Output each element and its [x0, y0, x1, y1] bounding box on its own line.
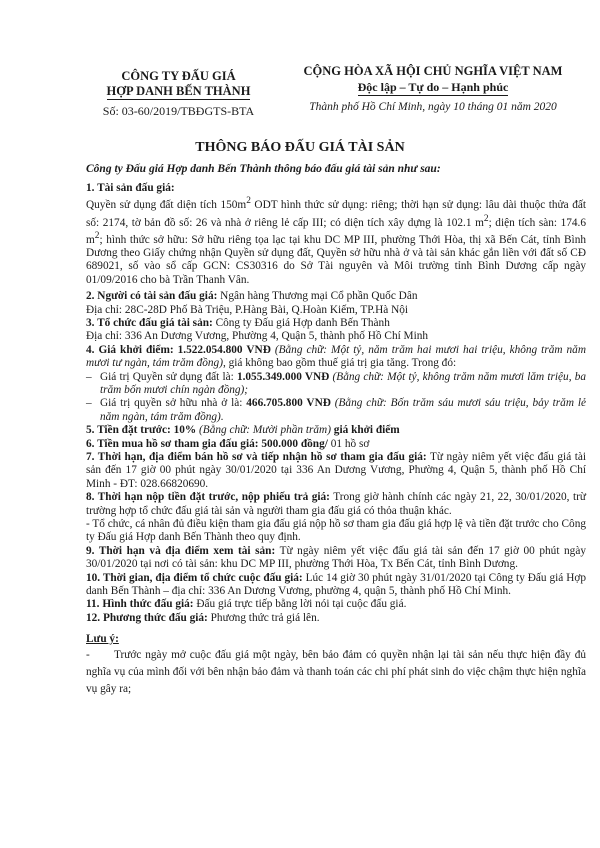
section-11 [86, 598, 586, 611]
section-7-value: Từ ngày niêm yết việc đấu giá tài sản đến 17 giờ 00 phút ngày 30/01/2020 tại 336 An Dương Vương, Phường 4, Quận 5, thành phố Hồ Chí Minh - ĐT: 028.66820690. [86, 451, 586, 490]
section-3-address: Địa chỉ: 336 An Dương Vương, Phường 4, Quận 5, thành phố Hồ Chí Minh [86, 330, 429, 343]
item-value: 466.705.800 VNĐ [246, 397, 331, 410]
section-5 [86, 424, 586, 437]
section-4-item-land [86, 371, 586, 398]
section-3-value: Công ty Đấu giá Hợp danh Bến Thành [212, 316, 390, 329]
section-2 [86, 290, 586, 317]
item-label: Giá trị Quyền sử dụng đất là: [100, 370, 237, 383]
section-4-tail: , giá không bao gồm thuế giá trị gia tăng. Trong đó: [222, 357, 457, 370]
national-motto: Độc lập – Tự do – Hạnh phúc [357, 80, 509, 94]
section-4-heading: 4. Giá khởi điểm: 1.522.054.800 VNĐ [86, 343, 271, 356]
superscript: 2 [246, 196, 251, 207]
item-words: (Bằng chữ: Một tỷ, không trăm năm mươi lăm triệu, ba trăm bốn mươi chín ngàn đồng); [100, 370, 586, 396]
item-value: 1.055.349.000 VNĐ [236, 370, 330, 383]
section-6-heading: 6. Tiền mua hồ sơ tham gia đấu giá: 500.000 đồng/ [86, 437, 328, 450]
section-9 [86, 545, 586, 572]
section-1-text: Quyền sử dụng đất diện tích 150m [86, 199, 247, 212]
section-8-heading: 8. Thời hạn nộp tiền đặt trước, nộp phiếu trả giá: [86, 491, 330, 504]
section-1-text: ; diện tích sàn: 174.6 m [86, 216, 586, 246]
note-heading: Lưu ý: [86, 633, 119, 646]
section-5-heading: 5. Tiền đặt trước: 10% [86, 424, 197, 437]
document-number: Số: 03-60/2019/TBĐGTS-BTA [102, 104, 255, 118]
section-12-value: Phương thức trả giá lên. [207, 611, 320, 624]
section-7 [86, 451, 586, 491]
document-body [86, 182, 586, 698]
section-11-value: Đấu giá trực tiếp bằng lời nói tại cuộc đấu giá. [193, 598, 407, 611]
section-12-heading: 12. Phương thức đấu giá: [86, 611, 208, 624]
superscript: 2 [94, 230, 100, 241]
national-header [278, 63, 588, 115]
section-4-item-house [86, 397, 586, 424]
item-words: (Bằng chữ: Bốn trăm sáu mươi sáu triệu, bảy trăm lẻ năm ngàn, tám trăm đồng). [100, 397, 586, 423]
section-9-heading: 9. Thời hạn và địa điểm xem tài sản: [86, 544, 276, 557]
section-4-words: (Bằng chữ: Một tỷ, năm trăm hai mươi hai triệu, không trăm năm mươi tư ngàn, tám trăm đồng) [86, 343, 586, 370]
section-1-text: ODT hình thức sử dụng: riêng; thời hạn sử dụng: lâu dài thuộc thửa đất số: 2174, tờ bản đồ số: 26 và nhà ở riêng lẻ cấp III; có diện tích xây dựng là 102.1 m [86, 199, 587, 229]
place-and-date: Thành phố Hồ Chí Minh, ngày 10 tháng 01 năm 2020 [309, 101, 557, 113]
section-9-value: Từ ngày niêm yết việc đấu giá tài sản đến 17 giờ 00 phút ngày 30/01/2020 tại nơi có tài sản: khu DC MP III, phường Thới Hòa, Tx Bến Cát, tỉnh Bình Dương. [86, 544, 586, 571]
section-7-heading: 7. Thời hạn, địa điểm bán hồ sơ và tiếp nhận hồ sơ tham gia đấu giá: [86, 451, 427, 464]
section-2-address: Địa chỉ: 28C-28D Phố Bà Triệu, P.Hàng Bài, Q.Hoàn Kiếm, TP.Hà Nội [86, 303, 409, 316]
section-1-heading: 1. Tài sản đấu giá: [86, 182, 175, 194]
section-4 [86, 344, 586, 371]
intro-line: Công ty Đấu giá Hợp danh Bến Thành thông báo đấu giá tài sản như sau: [86, 163, 441, 175]
section-3 [86, 317, 586, 344]
section-2-heading: 2. Người có tài sản đấu giá: [86, 290, 218, 303]
superscript: 2 [483, 213, 489, 224]
section-10-heading: 10. Thời gian, địa điểm tổ chức cuộc đấu giá: [86, 571, 303, 584]
note-text: - Trước ngày mở cuộc đấu giá một ngày, bên bảo đảm có quyền nhận lại tài sản nếu thực hiện đầy đủ nghĩa vụ của mình đối với bên nhận bảo đảm và thanh toán các chi phí phát sinh do việc chậm thực hiện nghĩa vụ gây ra; [86, 647, 586, 698]
section-11-heading: 11. Hình thức đấu giá: [86, 598, 194, 611]
section-1-text: ; hình thức sở hữu: Sở hữu riêng tọa lạc tại khu DC MP III, phường Thới Hòa, thị xã Bến Cát, tỉnh Bình Dương theo Giấy chứng nhận Quyền sử dụng đất, Quyền sở hữu nhà ở và tài sản khác gắn liền với đất số CĐ 689021, số vào sổ cấp GCN: CS30316 do Sở Tài nguyên và Môi trường tỉnh Bình Dương cấp ngày 01/09/2016 cho bà Trần Thanh Vân. [86, 233, 586, 286]
issuer-name-line2: HỢP DANH BẾN THÀNH [106, 84, 251, 98]
section-10-value: Lúc 14 giờ 30 phút ngày 31/01/2020 tại Công ty Đấu giá Hợp danh Bến Thành – địa chỉ: 336 An Dương Vương, phường 4, quận 5, thành phố Hồ Chí Minh. [86, 571, 586, 598]
section-3-heading: 3. Tổ chức đấu giá tài sản: [86, 316, 213, 329]
section-2-value: Ngân hàng Thương mại Cổ phần Quốc Dân [217, 290, 418, 303]
document-title: THÔNG BÁO ĐẤU GIÁ TÀI SẢN [195, 140, 405, 155]
section-8-extra: - Tổ chức, cá nhân đủ điều kiện tham gia đấu giá nộp hồ sơ tham gia đấu giá hợp lệ và tiền đặt trước cho Công ty Đấu giá Hợp danh Bến Thành theo quy định. [86, 518, 586, 544]
section-12 [86, 612, 586, 625]
section-8-value: Trong giờ hành chính các ngày 21, 22, 30/01/2020, trừ trường hợp tổ chức đấu giá tài sản và người tham gia đấu giá có thỏa thuận khác. [86, 491, 586, 517]
section-6 [86, 438, 586, 451]
section-6-tail: 01 hồ sơ [327, 437, 370, 450]
section-10 [86, 572, 586, 599]
nation-name: CỘNG HÒA XÃ HỘI CHỦ NGHĨA VIỆT NAM [303, 64, 563, 78]
issuer-block [86, 69, 271, 119]
section-8 [86, 491, 586, 518]
section-5-tail: giá khởi điểm [330, 424, 400, 437]
item-label: Giá trị quyền sở hữu nhà ở là: [100, 397, 247, 410]
section-5-words: (Bằng chữ: Mười phần trăm) [196, 424, 331, 437]
section-1 [86, 182, 586, 287]
issuer-name-line1: CÔNG TY ĐẤU GIÁ [121, 69, 236, 83]
